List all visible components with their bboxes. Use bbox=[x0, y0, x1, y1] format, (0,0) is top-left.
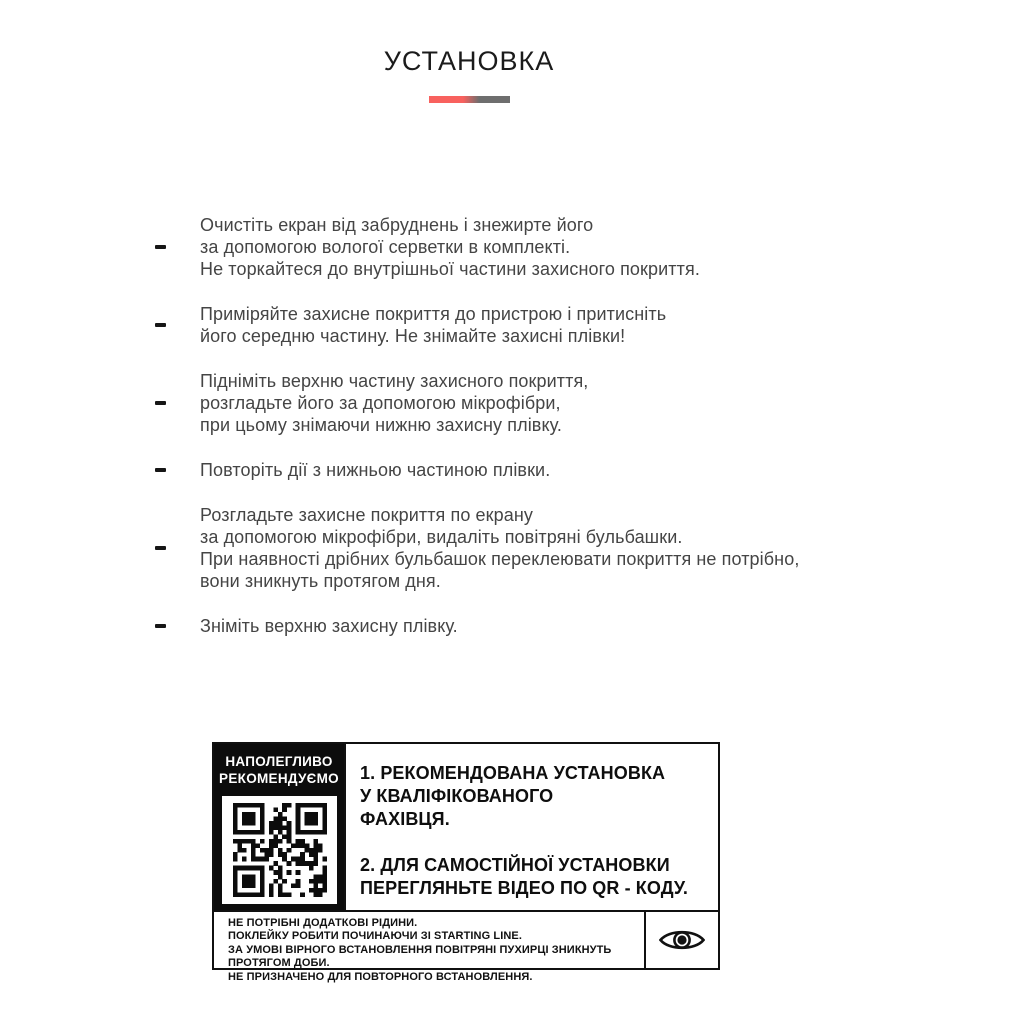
badge-line: НАПОЛЕГЛИВО bbox=[225, 754, 333, 769]
badge-line: РЕКОМЕНДУЄМО bbox=[219, 771, 339, 786]
notes-list bbox=[214, 912, 646, 983]
list-item bbox=[155, 459, 915, 481]
list-item bbox=[155, 303, 915, 347]
point-line: 1. РЕКОМЕНДОВАНА УСТАНОВКА bbox=[360, 763, 666, 783]
recommendation-box bbox=[212, 742, 720, 983]
list-item bbox=[155, 615, 915, 637]
instruction-text bbox=[200, 504, 799, 592]
strongly-recommended-badge bbox=[214, 744, 344, 794]
page-title: УСТАНОВКА bbox=[383, 46, 555, 76]
instruction-text bbox=[200, 459, 550, 481]
dash-bullet-icon bbox=[155, 624, 166, 628]
qr-code-icon bbox=[228, 798, 332, 902]
list-item bbox=[155, 504, 915, 592]
qr-code-frame bbox=[222, 796, 337, 904]
dash-bullet-icon bbox=[155, 546, 166, 550]
instruction-line: розгладьте його за допомогою мікрофібри, bbox=[200, 393, 561, 413]
instruction-text bbox=[200, 370, 588, 436]
instruction-list bbox=[155, 214, 915, 660]
dash-bullet-icon bbox=[155, 468, 166, 472]
note-line: ПОКЛЕЙКУ РОБИТИ ПОЧИНАЮЧИ ЗІ STARTING LINE. bbox=[228, 930, 523, 943]
dash-bullet-icon bbox=[155, 401, 166, 405]
recommendation-point bbox=[360, 762, 710, 831]
qr-panel bbox=[214, 744, 346, 910]
eye-icon-cell bbox=[646, 912, 718, 968]
recommendation-box-bottom bbox=[214, 912, 718, 983]
instruction-line: Очистіть екран від забруднень і знежирте його bbox=[200, 215, 594, 235]
instruction-line: Приміряйте захисне покриття до пристрою і притисніть bbox=[200, 304, 667, 324]
instruction-line: при цьому знімаючи нижню захисну плівку. bbox=[200, 415, 563, 435]
note-line: ЗА УМОВІ ВІРНОГО ВСТАНОВЛЕННЯ ПОВІТРЯНІ ПУХИРЦІ ЗНИКНУТЬ ПРОТЯГОМ ДОБИ. bbox=[228, 943, 612, 970]
eye-icon bbox=[659, 926, 705, 954]
instruction-line: Підніміть верхню частину захисного покриття, bbox=[200, 371, 589, 391]
instruction-line: Розгладьте захисне покриття по екрану bbox=[200, 505, 533, 525]
note-line: НЕ ПРИЗНАЧЕНО ДЛЯ ПОВТОРНОГО ВСТАНОВЛЕННЯ. bbox=[228, 970, 533, 983]
instruction-line: Зніміть верхню захисну плівку. bbox=[200, 616, 458, 636]
instruction-line: Не торкайтеся до внутрішньої частини захисного покриття. bbox=[200, 259, 700, 279]
instruction-text bbox=[200, 214, 700, 280]
list-item bbox=[155, 214, 915, 280]
title-divider bbox=[429, 96, 510, 103]
note-line: НЕ ПОТРІБНІ ДОДАТКОВІ РІДИНИ. bbox=[228, 917, 418, 929]
instruction-line: за допомогою вологої серветки в комплекті. bbox=[200, 237, 571, 257]
instruction-line: вони зникнуть протягом дня. bbox=[200, 571, 441, 591]
instruction-line: його середню частину. Не знімайте захисні плівки! bbox=[200, 326, 626, 346]
instruction-text bbox=[200, 615, 458, 637]
point-line: ФАХІВЦЯ. bbox=[360, 809, 450, 829]
header bbox=[0, 0, 938, 77]
recommendation-point bbox=[360, 854, 710, 900]
recommendation-points bbox=[346, 744, 718, 910]
instruction-line: Повторіть дії з нижньою частиною плівки. bbox=[200, 460, 551, 480]
recommendation-box-top bbox=[214, 744, 718, 912]
list-item bbox=[155, 370, 915, 436]
dash-bullet-icon bbox=[155, 245, 166, 249]
point-line: ПЕРЕГЛЯНЬТЕ ВІДЕО ПО QR - КОДУ. bbox=[360, 878, 689, 898]
instruction-line: за допомогою мікрофібри, видаліть повітряні бульбашки. bbox=[200, 527, 683, 547]
instruction-text bbox=[200, 303, 666, 347]
point-line: 2. ДЛЯ САМОСТІЙНОЇ УСТАНОВКИ bbox=[360, 855, 670, 875]
point-line: У КВАЛІФІКОВАНОГО bbox=[360, 786, 554, 806]
instruction-line: При наявності дрібних бульбашок переклеювати покриття не потрібно, bbox=[200, 549, 800, 569]
dash-bullet-icon bbox=[155, 323, 166, 327]
